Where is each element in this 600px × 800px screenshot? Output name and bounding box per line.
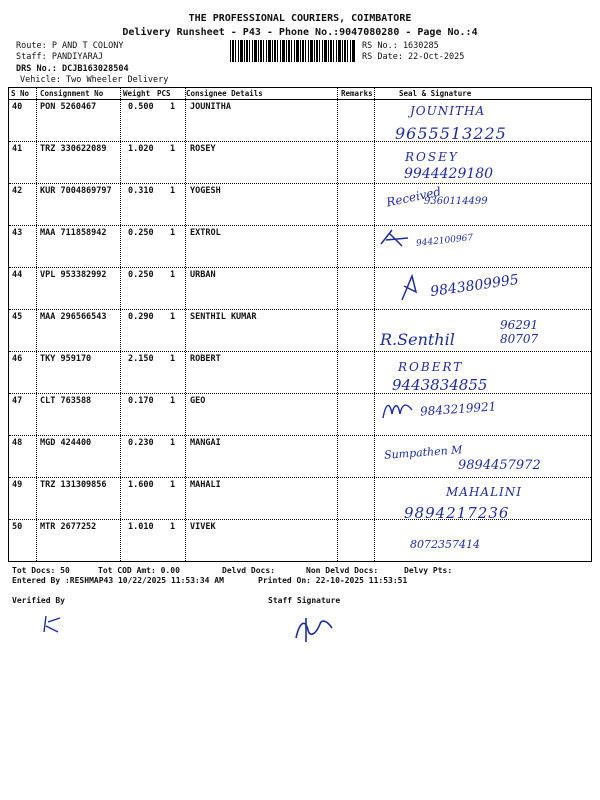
total-cod-amount: Tot COD Amt: 0.00	[98, 566, 180, 575]
row-consignment: MAA 296566543	[40, 312, 107, 322]
row-sno: 44	[12, 270, 23, 280]
col-pcs: PCS	[157, 89, 171, 98]
row-consignment: MGD 424400	[40, 438, 92, 448]
row-weight: 0.250	[128, 228, 154, 238]
col-seal-signature: Seal & Signature	[399, 89, 472, 98]
row-pcs: 1	[170, 228, 176, 238]
row-weight: 0.310	[128, 186, 154, 196]
row-sno: 43	[12, 228, 23, 238]
row-consignment: CLT 763588	[40, 396, 92, 406]
drs-number: DRS No.: DCJB163028504	[16, 64, 129, 74]
row-pcs: 1	[170, 396, 176, 406]
entered-by: Entered By :RESHMAP43 10/22/2025 11:53:34 AM	[12, 576, 224, 585]
row-consignment: TKY 959170	[40, 354, 92, 364]
staff-signature	[290, 614, 336, 644]
row-consignee: SENTHIL KUMAR	[190, 312, 257, 322]
col-weight: Weight	[123, 89, 151, 98]
handwritten-phone: 9655513225	[395, 124, 507, 143]
row-pcs: 1	[170, 312, 176, 322]
row-consignment: VPL 953382992	[40, 270, 107, 280]
company-title: THE PROFESSIONAL COURIERS, COIMBATORE	[188, 13, 412, 24]
handwritten-phone-part: 96291	[500, 318, 539, 332]
handwritten-received: Received	[385, 184, 443, 210]
row-consignee: VIVEK	[190, 522, 216, 532]
row-weight: 0.500	[128, 102, 154, 112]
row-pcs: 1	[170, 186, 176, 196]
verifier-signature	[38, 612, 66, 636]
row-weight: 0.170	[128, 396, 154, 406]
route-label: Route: P AND T COLONY	[16, 41, 124, 51]
non-delivered-docs: Non Delvd Docs:	[306, 566, 379, 575]
row-weight: 0.230	[128, 438, 154, 448]
col-consignee: Consignee Details	[186, 89, 263, 98]
printed-on: Printed On: 22-10-2025 11:53:51	[258, 576, 408, 585]
row-sno: 50	[12, 522, 23, 532]
handwritten-phone: 9843219921	[419, 399, 497, 419]
row-pcs: 1	[170, 522, 176, 532]
row-sno: 46	[12, 354, 23, 364]
row-pcs: 1	[170, 144, 176, 154]
handwritten-signature-phone: 8072357414	[410, 538, 480, 551]
staff-label: Staff: PANDIYARAJ	[16, 52, 103, 62]
rs-date: RS Date: 22-Oct-2025	[362, 52, 465, 62]
handwritten-phone: 9443834855	[392, 376, 488, 394]
handwritten-phone: 9843809995	[429, 271, 520, 301]
delivery-points: Delvy Pts:	[404, 566, 453, 575]
handwritten-signature: R.Senthil	[380, 330, 455, 349]
row-weight: 1.010	[128, 522, 154, 532]
row-weight: 0.290	[128, 312, 154, 322]
col-consignment: Consignment No	[40, 89, 104, 98]
row-sno: 48	[12, 438, 23, 448]
handwritten-name: ROBERT	[398, 360, 464, 374]
row-sno: 42	[12, 186, 23, 196]
col-remarks: Remarks	[341, 89, 373, 98]
row-sno: 40	[12, 102, 23, 112]
row-consignment: TRZ 131309856	[40, 480, 107, 490]
rs-number: RS No.: 1630285	[362, 41, 439, 51]
row-weight: 0.250	[128, 270, 154, 280]
row-consignment: TRZ 330622089	[40, 144, 107, 154]
row-sno: 49	[12, 480, 23, 490]
row-weight: 2.150	[128, 354, 154, 364]
delivered-docs: Delvd Docs:	[222, 566, 275, 575]
row-consignee: YOGESH	[190, 186, 221, 196]
runsheet-subtitle: Delivery Runsheet - P43 - Phone No.:9047080280 - Page No.:4	[122, 27, 478, 38]
handwritten-name: ROSEY	[405, 150, 459, 164]
row-consignee: ROSEY	[190, 144, 216, 154]
barcode	[230, 40, 356, 62]
handwritten-phone: 9944429180	[404, 166, 494, 182]
handwritten-phone: 9442100967	[415, 233, 474, 249]
row-consignment: PON 5260467	[40, 102, 97, 112]
scribble-signature	[380, 396, 416, 422]
row-weight: 1.020	[128, 144, 154, 154]
row-consignment: MTR 2677252	[40, 522, 97, 532]
row-pcs: 1	[170, 270, 176, 280]
row-consignee: GEO	[190, 396, 206, 406]
col-sno: S No	[11, 89, 30, 98]
row-sno: 41	[12, 144, 23, 154]
row-consignee: EXTROL	[190, 228, 221, 238]
row-consignment: KUR 7004869797	[40, 186, 112, 196]
row-weight: 1.600	[128, 480, 154, 490]
row-sno: 45	[12, 312, 23, 322]
handwritten-phone: 9360114499	[424, 196, 488, 207]
handwritten-name: MAHALINI	[446, 485, 523, 499]
handwritten-name: JOUNITHA	[410, 104, 486, 118]
vehicle-label: Vehicle: Two Wheeler Delivery	[20, 75, 169, 85]
row-consignment: MAA 711858942	[40, 228, 107, 238]
handwritten-phone-part: 80707	[500, 332, 539, 346]
handwritten-phone: 9894457972	[458, 458, 541, 473]
row-pcs: 1	[170, 438, 176, 448]
row-pcs: 1	[170, 480, 176, 490]
staff-signature-label: Staff Signature	[268, 596, 341, 605]
verified-by-label: Verified By	[12, 596, 65, 605]
handwritten-name: Sumpathen M	[383, 443, 463, 462]
row-consignee: MAHALI	[190, 480, 221, 490]
row-pcs: 1	[170, 354, 176, 364]
total-docs: Tot Docs: 50	[12, 566, 70, 575]
scribble-signature	[398, 272, 422, 304]
row-consignee: JOUNITHA	[190, 102, 231, 112]
scribble-signature	[378, 226, 418, 248]
row-pcs: 1	[170, 102, 176, 112]
row-consignee: ROBERT	[190, 354, 221, 364]
handwritten-phone: 9894217236	[404, 504, 510, 522]
row-sno: 47	[12, 396, 23, 406]
row-consignee: URBAN	[190, 270, 216, 280]
row-consignee: MANGAI	[190, 438, 221, 448]
